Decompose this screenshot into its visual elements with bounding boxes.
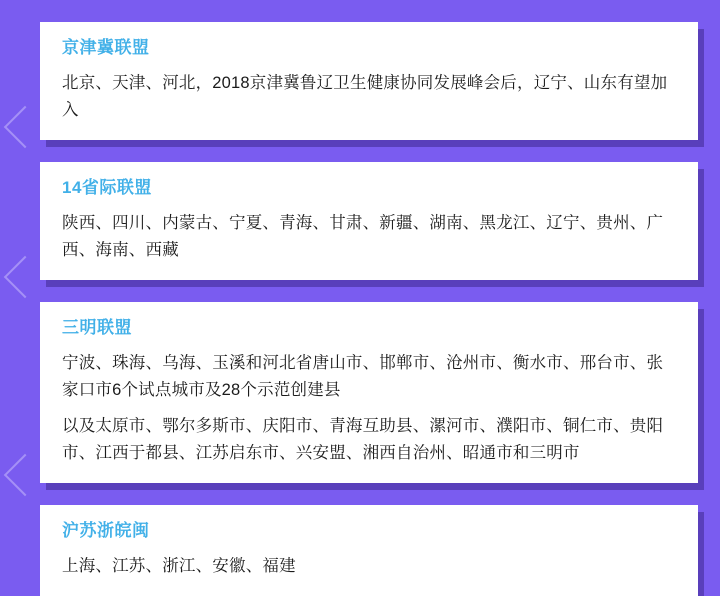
alliance-card-sanming <box>40 302 698 483</box>
card-paragraph: 上海、江苏、浙江、安徽、福建 <box>62 557 296 576</box>
card-paragraph: 以及太原市、鄂尔多斯市、庆阳市、青海互助县、漯河市、濮阳市、铜仁市、贵阳市、江西于都县、江苏启东市、兴安盟、湘西自治州、昭通市和三明市 <box>62 417 664 463</box>
card-title: 14省际联盟 <box>62 177 152 197</box>
card-paragraph: 陕西、四川、内蒙古、宁夏、青海、甘肃、新疆、湖南、黑龙江、辽宁、贵州、广西、海南、西藏 <box>62 214 664 259</box>
card-title: 三明联盟 <box>62 317 132 337</box>
card-body <box>62 70 676 123</box>
alliance-card-14-provinces <box>40 162 698 280</box>
card-paragraph: 宁波、珠海、乌海、玉溪和河北省唐山市、邯郸市、沧州市、衡水市、邢台市、张家口市6个试点城市及28个示范创建县 <box>62 354 664 399</box>
card-title: 沪苏浙皖闽 <box>62 520 150 540</box>
card-body <box>62 210 676 263</box>
card-paragraph: 北京、天津、河北，2018京津冀鲁辽卫生健康协同发展峰会后，辽宁、山东有望加入 <box>62 74 668 120</box>
alliance-card-husuzhewanmin <box>40 505 698 596</box>
card-body <box>62 350 676 467</box>
alliance-card-jingjinji <box>40 22 698 140</box>
card-title: 京津冀联盟 <box>62 38 150 57</box>
card-body <box>62 553 676 580</box>
